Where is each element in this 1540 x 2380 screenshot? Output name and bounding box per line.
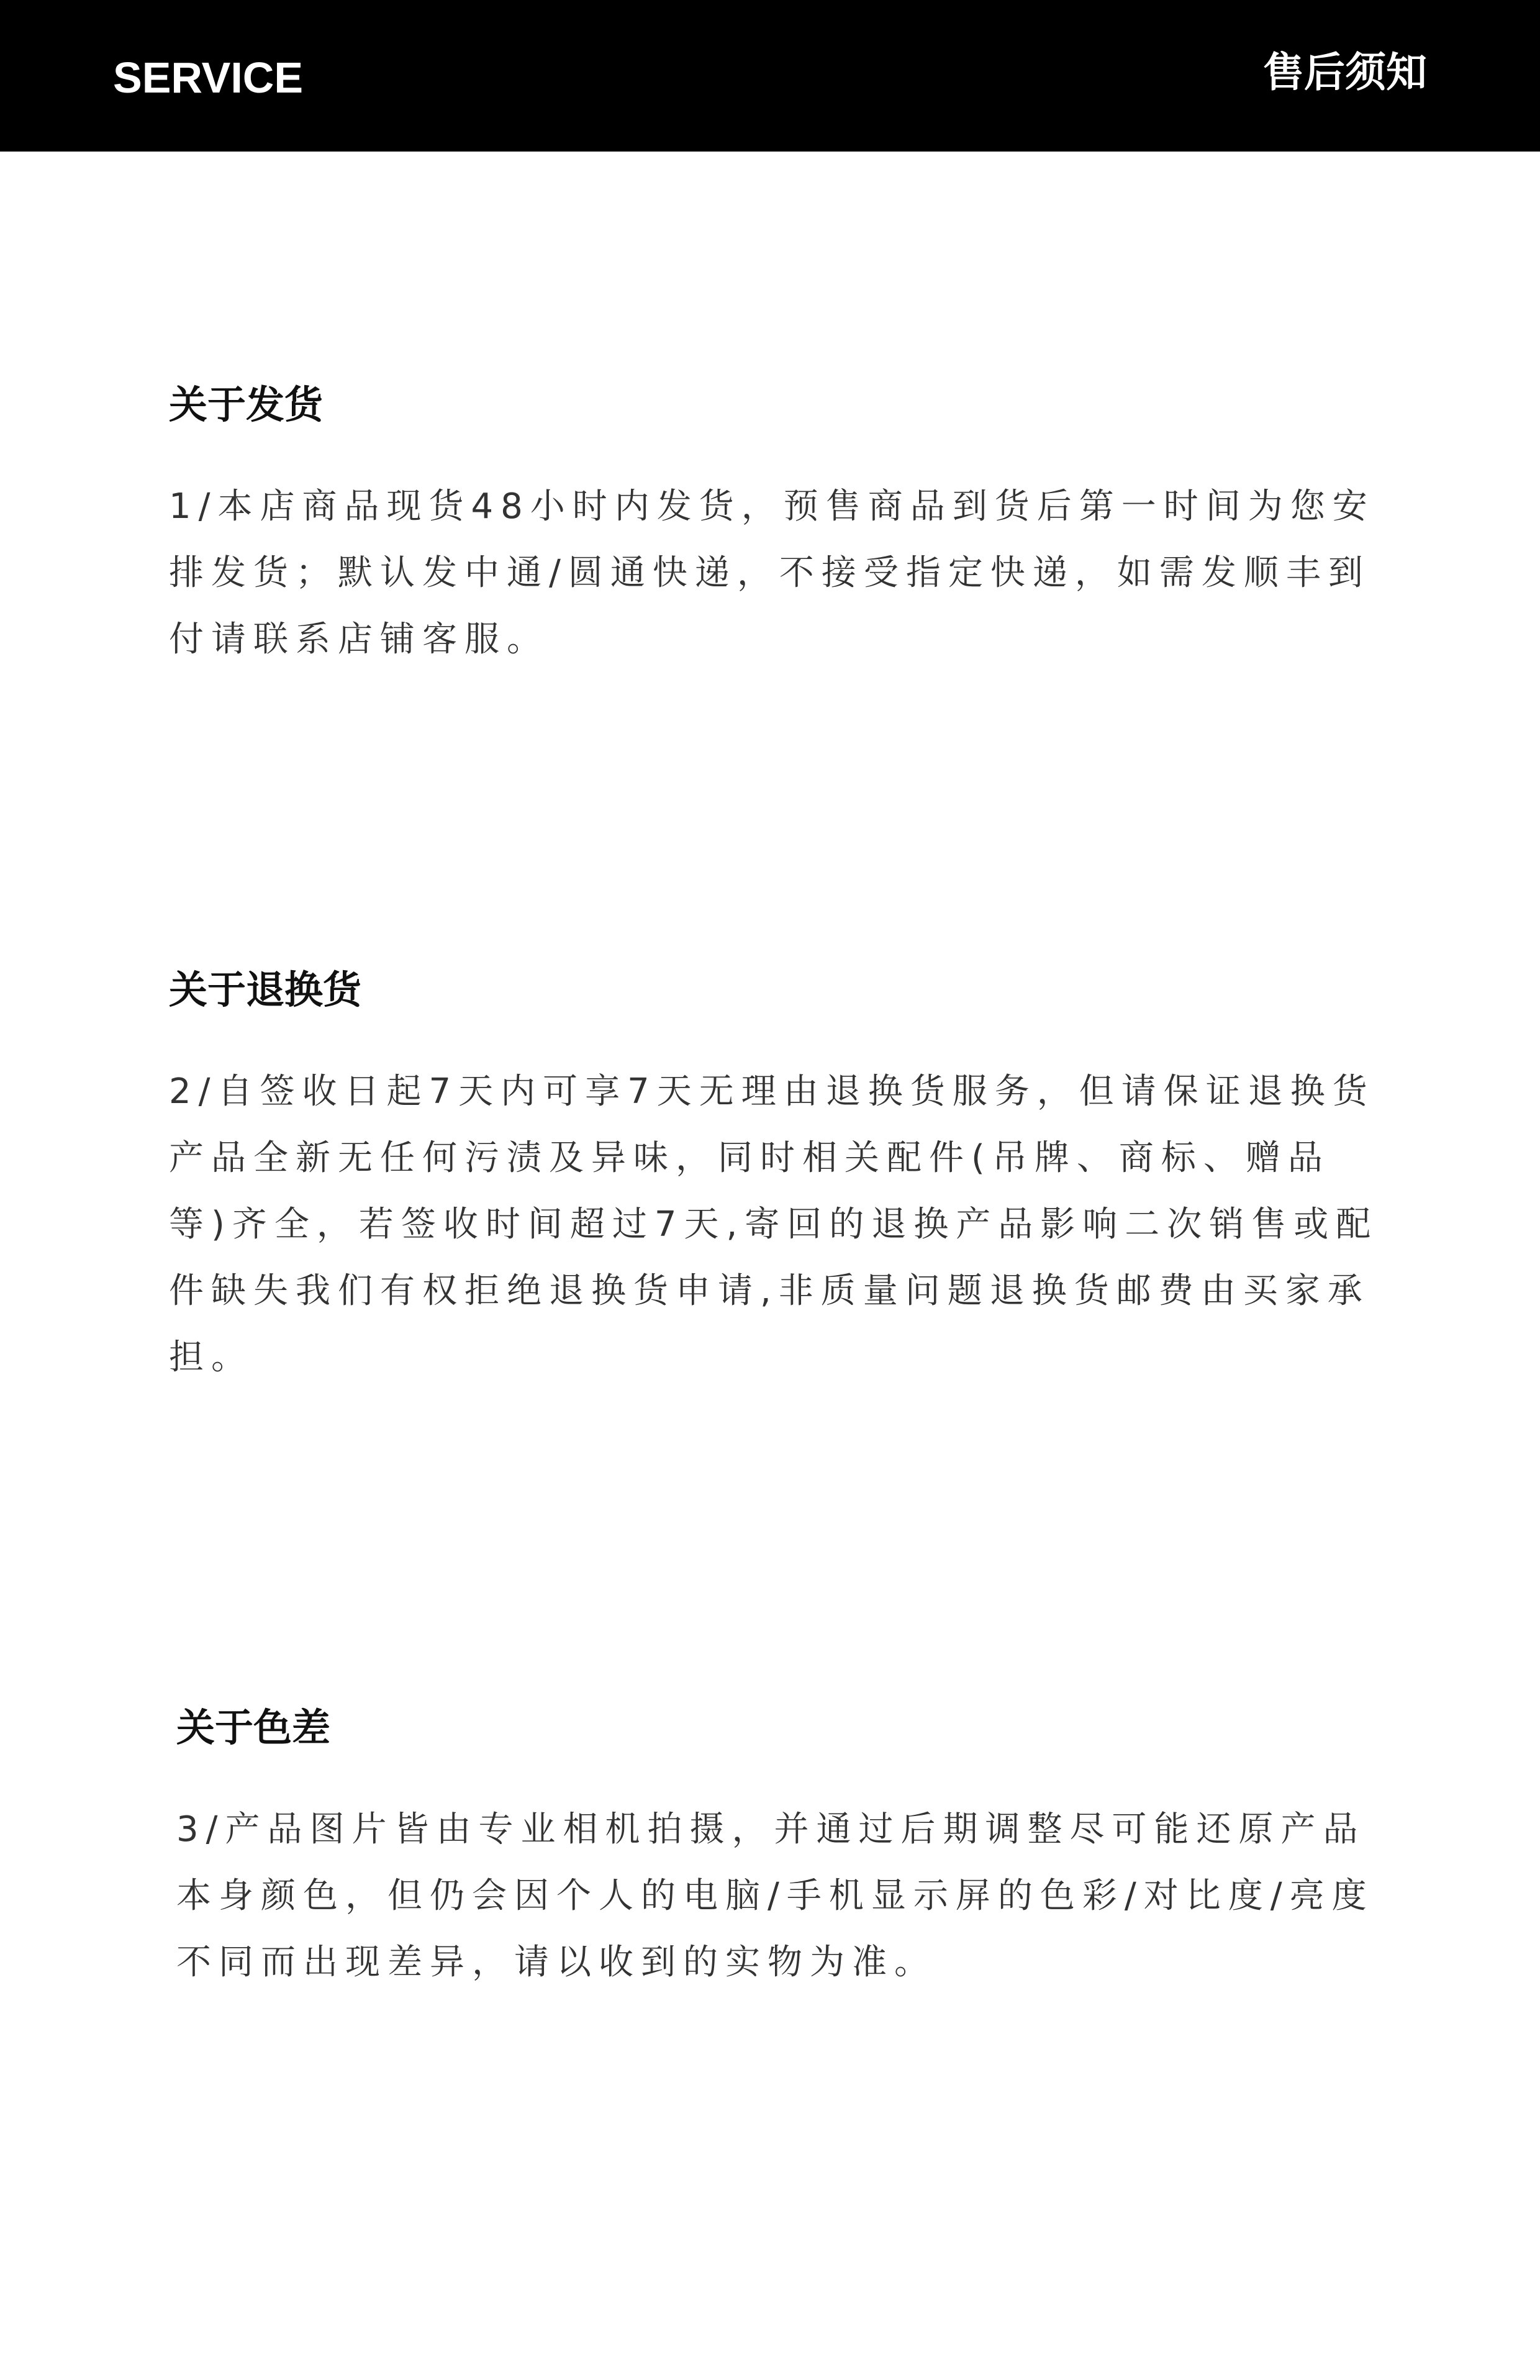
brand-label: SERVICE	[113, 53, 304, 102]
color-difference-text: 3/产品图片皆由专业相机拍摄，并通过后期调整尽可能还原产品本身颜色，但仍会因个人的电脑/手机显示屏的色彩/对比度/亮度不同而出现差异，请以收到的实物为准。	[176, 1809, 1374, 1983]
shipping-heading: 关于发货	[169, 382, 324, 427]
returns-section	[169, 965, 1380, 1391]
returns-heading: 关于退换货	[169, 967, 362, 1012]
shipping-section	[169, 380, 1380, 673]
shipping-text: 1/本店商品现货48小时内发货，预售商品到货后第一时间为您安排发货；默认发中通/圆通快递，不接受指定快递，如需发顺丰到付请联系店铺客服。	[169, 486, 1375, 660]
returns-text: 2/自签收日起7天内可享7天无理由退换货服务，但请保证退换货产品全新无任何污渍及异味，同时相关配件(吊牌、商标、赠品等)齐全，若签收时间超过7天,寄回的退换产品影响二次销售或配件缺失我们有权拒绝退换货申请,非质量问题退换货邮费由买家承担。	[169, 1071, 1379, 1378]
header-bar	[0, 0, 1540, 152]
color-difference-heading: 关于色差	[176, 1705, 331, 1750]
color-difference-section	[176, 1703, 1387, 1996]
page-title: 售后须知	[1263, 48, 1427, 96]
